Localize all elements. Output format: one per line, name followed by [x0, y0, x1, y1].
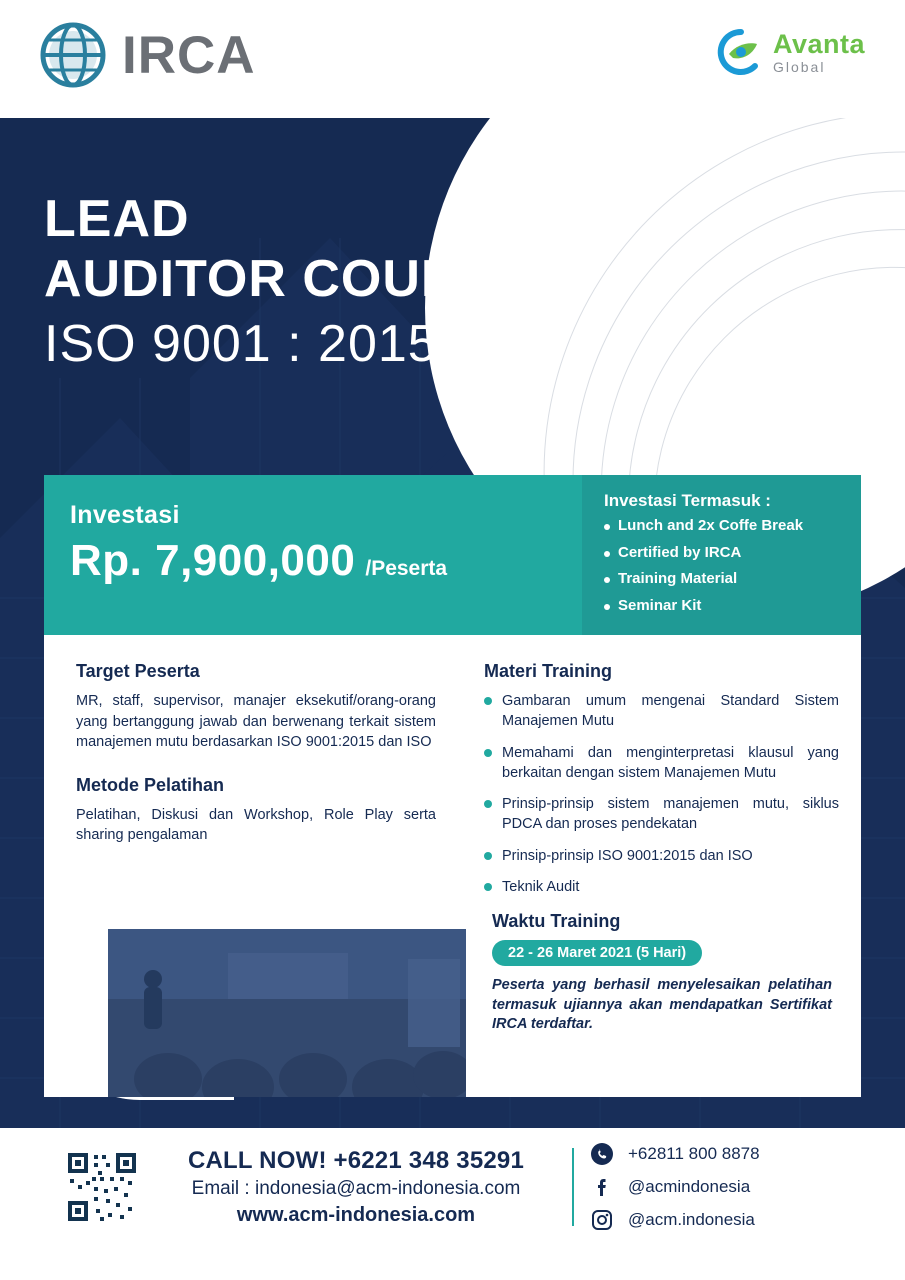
avanta-name: Avanta	[772, 28, 865, 59]
price-label: Investasi	[70, 501, 180, 529]
training-photo	[108, 929, 466, 1097]
list-item: Prinsip-prinsip ISO 9001:2015 dan ISO	[484, 846, 839, 866]
list-item: Certified by IRCA	[604, 545, 861, 562]
footer-divider	[572, 1148, 574, 1226]
avanta-wordmark	[772, 28, 865, 75]
title-line-3: ISO 9001 : 2015	[44, 314, 438, 373]
waktu-training-title: Waktu Training	[492, 911, 621, 932]
whatsapp-icon	[590, 1142, 614, 1166]
list-item: Training Material	[604, 571, 861, 588]
price-unit: /Peserta	[365, 557, 448, 580]
price-left	[44, 475, 582, 635]
contact-row-facebook	[590, 1175, 760, 1199]
contact-row-instagram	[590, 1208, 760, 1232]
contact-text: +62811 800 8878	[628, 1144, 760, 1163]
right-column	[484, 661, 839, 1035]
materi-training-list	[484, 691, 839, 897]
contact-row-whatsapp	[590, 1142, 760, 1166]
price-band	[44, 475, 861, 635]
bottom-strip	[0, 1264, 905, 1280]
irca-label: IRCA	[122, 25, 256, 85]
materi-training-title: Materi Training	[484, 661, 613, 681]
call-now-text: CALL NOW! +6221 348 35291	[187, 1147, 525, 1174]
metode-pelatihan-body: Pelatihan, Diskusi dan Workshop, Role Play serta sharing pengalaman	[76, 806, 436, 844]
certificate-note: Peserta yang berhasil menyelesaikan pelatihan termasuk ujiannya akan mendapatkan Sertifikat IRCA terdaftar.	[492, 977, 832, 1033]
footer-contacts	[590, 1142, 760, 1232]
website-text: www.acm-indonesia.com	[236, 1204, 476, 1226]
avanta-leaf-icon	[717, 28, 765, 76]
globe-icon	[40, 22, 106, 88]
header	[0, 0, 905, 118]
list-item: Gambaran umum mengenai Standard Sistem Manajemen Mutu	[484, 691, 839, 732]
irca-logo	[40, 22, 256, 88]
list-item: Seminar Kit	[604, 598, 861, 615]
qr-code	[66, 1151, 138, 1223]
content-card	[44, 635, 861, 1097]
contact-text: @acmindonesia	[628, 1177, 751, 1196]
list-item: Teknik Audit	[484, 877, 839, 897]
included-title: Investasi Termasuk :	[604, 491, 771, 510]
included-list	[604, 518, 861, 614]
avanta-sub: Global	[772, 58, 826, 75]
metode-pelatihan-title: Metode Pelatihan	[76, 774, 225, 795]
price-amount: Rp. 7,900,000	[70, 536, 356, 585]
avanta-logo	[717, 28, 865, 76]
list-item: Memahami dan menginterpretasi klausul yang berkaitan dengan sistem Manajemen Mutu	[484, 743, 839, 784]
title-line-1: LEAD	[44, 190, 190, 248]
list-item: Lunch and 2x Coffe Break	[604, 518, 861, 535]
contact-text: @acm.indonesia	[628, 1210, 755, 1229]
facebook-icon	[590, 1175, 614, 1199]
footer	[44, 1128, 861, 1246]
page-title	[44, 190, 531, 377]
price-row	[70, 536, 582, 586]
instagram-icon	[590, 1208, 614, 1232]
target-peserta-body: MR, staff, supervisor, manajer eksekutif/orang-orang yang bertanggung jawab dan berwenang terkait sistem manajemen mutu berdasarkan ISO 9001:2015 dan ISO	[76, 693, 436, 751]
left-column	[76, 661, 436, 846]
footer-main	[156, 1147, 556, 1227]
list-item: Prinsip-prinsip sistem manajemen mutu, siklus PDCA dan proses pendekatan	[484, 794, 839, 835]
waktu-training-date: 22 - 26 Maret 2021 (5 Hari)	[492, 940, 702, 966]
email-text: Email : indonesia@acm-indonesia.com	[191, 1178, 521, 1199]
title-line-2: AUDITOR COURSE	[44, 249, 531, 308]
price-included	[582, 475, 861, 635]
target-peserta-title: Target Peserta	[76, 661, 200, 681]
